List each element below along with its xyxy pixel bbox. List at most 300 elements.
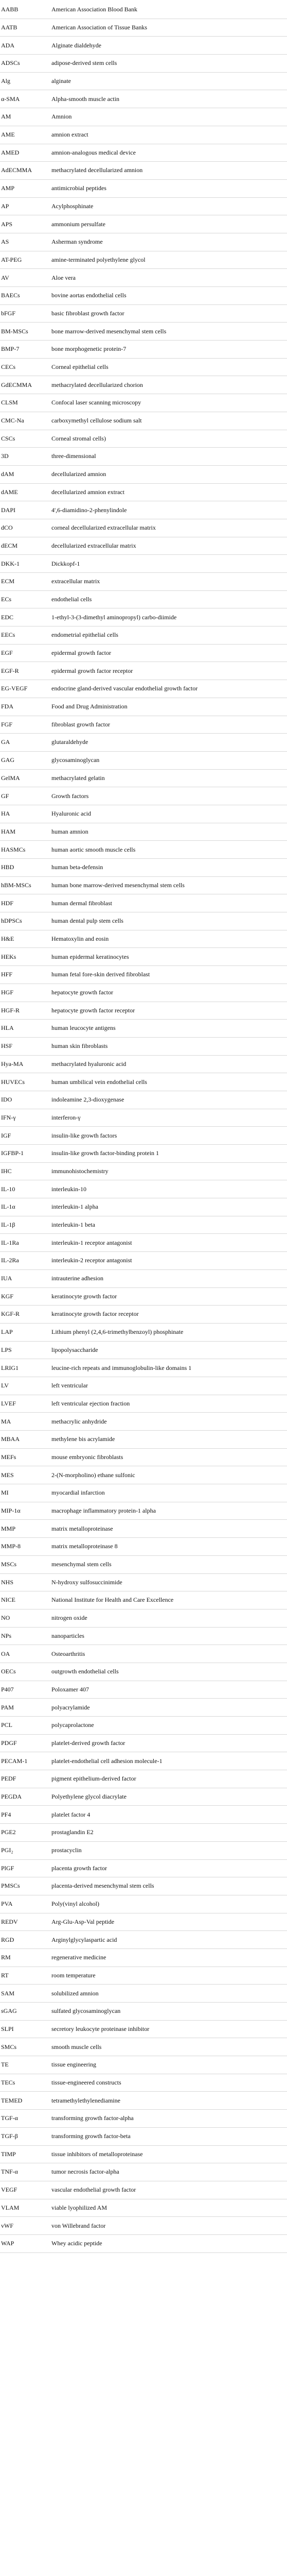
abbreviation-term: VEGF bbox=[1, 2187, 17, 2194]
abbreviation-row bbox=[0, 484, 287, 502]
abbreviation-term: AMED bbox=[1, 149, 20, 156]
abbreviation-definition: glycosaminoglycan bbox=[51, 757, 100, 764]
abbreviation-definition: carboxymethyl cellulose sodium salt bbox=[51, 417, 142, 425]
abbreviation-term: Hya-MA bbox=[1, 1060, 24, 1067]
abbreviation-row bbox=[0, 1234, 287, 1252]
abbreviation-term: TGF-α bbox=[1, 2115, 18, 2122]
abbreviation-definition: human dental pulp stem cells bbox=[51, 918, 123, 925]
abbreviation-definition: keratinocyte growth factor bbox=[51, 1293, 117, 1300]
abbreviation-definition: Dickkopf-1 bbox=[51, 560, 80, 567]
abbreviation-row bbox=[0, 1020, 287, 1038]
abbreviation-row bbox=[0, 2038, 287, 2056]
abbreviation-row bbox=[0, 180, 287, 198]
abbreviation-definition: interleukin-1 alpha bbox=[51, 1204, 98, 1211]
abbreviation-row bbox=[0, 233, 287, 251]
abbreviation-definition: regenerative medicine bbox=[51, 1954, 106, 1961]
abbreviation-row bbox=[0, 2003, 287, 2021]
abbreviation-term: ADA bbox=[1, 42, 14, 49]
abbreviation-definition: von Willebrand factor bbox=[51, 2222, 106, 2229]
abbreviation-row bbox=[0, 1717, 287, 1735]
abbreviation-definition: tissue engineering bbox=[51, 2061, 96, 2069]
abbreviation-term: VLAM bbox=[1, 2204, 20, 2211]
abbreviation-definition: decellularized extracellular matrix bbox=[51, 542, 136, 549]
abbreviation-term: HSF bbox=[1, 1043, 13, 1050]
abbreviation-term: EGF bbox=[1, 650, 13, 656]
abbreviation-term: BMP-7 bbox=[1, 346, 20, 353]
abbreviation-term: PECAM-1 bbox=[1, 1757, 28, 1765]
abbreviation-term: GF bbox=[1, 792, 9, 800]
abbreviation-row bbox=[0, 2181, 287, 2199]
abbreviation-row bbox=[0, 1056, 287, 1074]
abbreviation-definition: American Association Blood Bank bbox=[51, 6, 137, 13]
abbreviation-definition: indoleamine 2,3-dioxygenase bbox=[51, 1096, 124, 1104]
abbreviation-term: IGF bbox=[1, 1132, 11, 1139]
abbreviation-row bbox=[0, 1788, 287, 1806]
abbreviation-term: FGF bbox=[1, 721, 13, 728]
abbreviation-term: TIMP bbox=[1, 2150, 16, 2158]
abbreviation-definition: amine-terminated polyethylene glycol bbox=[51, 256, 146, 263]
abbreviation-definition: keratinocyte growth factor receptor bbox=[51, 1311, 139, 1318]
abbreviation-term: LV bbox=[1, 1382, 9, 1389]
abbreviation-definition: Poloxamer 407 bbox=[51, 1686, 89, 1693]
abbreviation-term: EDC bbox=[1, 614, 13, 621]
abbreviation-row bbox=[0, 251, 287, 269]
abbreviation-row bbox=[0, 144, 287, 162]
abbreviation-row bbox=[0, 912, 287, 930]
abbreviation-row bbox=[0, 787, 287, 805]
abbreviation-row bbox=[0, 1752, 287, 1770]
abbreviation-row bbox=[0, 1628, 287, 1646]
abbreviation-row bbox=[0, 573, 287, 591]
abbreviation-definition: hepatocyte growth factor receptor bbox=[51, 1007, 135, 1014]
abbreviation-row bbox=[0, 626, 287, 645]
abbreviation-term: NICE bbox=[1, 1597, 15, 1604]
abbreviation-term: MSCs bbox=[1, 1561, 17, 1568]
abbreviation-definition: human skin fibroblasts bbox=[51, 1043, 108, 1050]
abbreviation-definition: Hyaluronic acid bbox=[51, 810, 91, 818]
abbreviation-definition: decellularized amnion bbox=[51, 471, 106, 478]
abbreviation-definition: nitrogen oxide bbox=[51, 1615, 87, 1622]
abbreviation-term: GdECMMA bbox=[1, 381, 32, 388]
abbreviation-term: NPs bbox=[1, 1632, 12, 1639]
abbreviation-definition: N-hydroxy sulfosuccinimide bbox=[51, 1579, 122, 1586]
abbreviation-row bbox=[0, 1324, 287, 1342]
abbreviation-row bbox=[0, 1770, 287, 1788]
abbreviation-definition: Alpha-smooth muscle actin bbox=[51, 95, 119, 103]
abbreviation-row bbox=[0, 984, 287, 1002]
abbreviation-row bbox=[0, 519, 287, 537]
abbreviation-definition: Alginate dialdehyde bbox=[51, 42, 101, 49]
abbreviation-row bbox=[0, 501, 287, 519]
abbreviation-definition: endothelial cells bbox=[51, 596, 92, 603]
abbreviation-row bbox=[0, 1306, 287, 1324]
abbreviation-term: LAP bbox=[1, 1329, 13, 1336]
abbreviation-definition: bone marrow-derived mesenchymal stem cells bbox=[51, 328, 167, 335]
abbreviation-definition: human aortic smooth muscle cells bbox=[51, 846, 136, 853]
abbreviation-term: dAM bbox=[1, 471, 14, 478]
abbreviation-term: OA bbox=[1, 1650, 10, 1657]
abbreviation-definition: immunohistochemistry bbox=[51, 1167, 109, 1175]
abbreviation-term: SAM bbox=[1, 1990, 15, 1997]
abbreviation-definition: interleukin-2 receptor antagonist bbox=[51, 1257, 132, 1264]
abbreviation-definition: decellularized amnion extract bbox=[51, 488, 124, 496]
abbreviation-term: CLSM bbox=[1, 399, 18, 406]
abbreviation-term: bFGF bbox=[1, 310, 16, 317]
abbreviation-term: KGF bbox=[1, 1293, 14, 1300]
abbreviation-row bbox=[0, 1895, 287, 1913]
abbreviation-definition: tetramethylethylenediamine bbox=[51, 2097, 120, 2104]
abbreviation-term: ECs bbox=[1, 596, 12, 603]
abbreviation-row bbox=[0, 1466, 287, 1484]
abbreviation-row bbox=[0, 2056, 287, 2074]
abbreviation-row bbox=[0, 1985, 287, 2003]
abbreviation-row bbox=[0, 608, 287, 626]
abbreviation-term: AM bbox=[1, 113, 11, 121]
abbreviation-row bbox=[0, 591, 287, 609]
abbreviation-row bbox=[0, 466, 287, 484]
abbreviation-row bbox=[0, 930, 287, 948]
abbreviation-definition: tumor necrosis factor-alpha bbox=[51, 2168, 119, 2176]
abbreviation-definition: Polyethylene glycol diacrylate bbox=[51, 1793, 127, 1800]
abbreviation-definition: interleukin-1 beta bbox=[51, 1222, 95, 1228]
abbreviation-term: PVA bbox=[1, 1901, 13, 1908]
abbreviation-row bbox=[0, 1931, 287, 1949]
abbreviation-term: sGAG bbox=[1, 2008, 17, 2015]
abbreviation-term: IUA bbox=[1, 1275, 12, 1282]
abbreviation-term: HAM bbox=[1, 828, 16, 835]
abbreviation-definition: leucine-rich repeats and immunoglobulin-like domains 1 bbox=[51, 1364, 192, 1371]
abbreviation-definition: epidermal growth factor bbox=[51, 650, 111, 656]
abbreviation-term: IFN-γ bbox=[1, 1114, 16, 1121]
abbreviation-definition: smooth muscle cells bbox=[51, 2043, 102, 2050]
abbreviation-definition: tissue-engineered constructs bbox=[51, 2079, 121, 2086]
abbreviation-row bbox=[0, 2074, 287, 2092]
abbreviation-term: REDV bbox=[1, 1918, 18, 1925]
abbreviation-term: MMP bbox=[1, 1525, 16, 1532]
abbreviation-row bbox=[0, 2163, 287, 2181]
abbreviation-term: ECM bbox=[1, 578, 15, 585]
abbreviation-term: MMP-8 bbox=[1, 1543, 21, 1550]
abbreviation-definition: interleukin-10 bbox=[51, 1185, 86, 1193]
abbreviation-row bbox=[0, 716, 287, 734]
abbreviation-term: HUVECs bbox=[1, 1078, 25, 1086]
abbreviation-row bbox=[0, 1645, 287, 1663]
abbreviation-term: 3D bbox=[1, 453, 9, 460]
abbreviation-row bbox=[0, 1145, 287, 1163]
abbreviation-row bbox=[0, 430, 287, 448]
abbreviation-row bbox=[0, 1806, 287, 1824]
abbreviation-term: TNF-α bbox=[1, 2168, 18, 2176]
abbreviation-definition: basic fibroblast growth factor bbox=[51, 310, 124, 317]
abbreviation-definition: Amnion bbox=[51, 113, 72, 121]
abbreviation-row bbox=[0, 412, 287, 430]
abbreviation-term: CMC-Na bbox=[1, 417, 24, 425]
abbreviation-definition: 1-ethyl-3-(3-dimethyl aminopropyl) carbo-diimide bbox=[51, 614, 177, 621]
abbreviation-term: PEGDA bbox=[1, 1793, 22, 1800]
abbreviation-term: IDO bbox=[1, 1096, 12, 1104]
abbreviation-definition: Hematoxylin and eosin bbox=[51, 936, 109, 942]
abbreviation-row bbox=[0, 645, 287, 663]
abbreviation-definition: methylene bis acrylamide bbox=[51, 1436, 115, 1443]
abbreviation-term: AABB bbox=[1, 6, 19, 13]
abbreviation-definition: antimicrobial peptides bbox=[51, 185, 106, 192]
abbreviation-definition: human umbilical vein endothelial cells bbox=[51, 1078, 147, 1086]
abbreviation-definition: Arg-Glu-Asp-Val peptide bbox=[51, 1918, 115, 1925]
abbreviation-row bbox=[0, 734, 287, 752]
abbreviation-definition: Poly(vinyl alcohol) bbox=[51, 1901, 99, 1908]
abbreviation-row bbox=[0, 1270, 287, 1288]
abbreviation-definition: Corneal epithelial cells bbox=[51, 364, 109, 370]
abbreviation-row bbox=[0, 2128, 287, 2146]
abbreviation-row bbox=[0, 2110, 287, 2128]
abbreviation-row bbox=[0, 323, 287, 341]
abbreviation-definition: Arginylglycylaspartic acid bbox=[51, 1936, 117, 1943]
abbreviation-row bbox=[0, 1824, 287, 1842]
abbreviation-definition: hepatocyte growth factor bbox=[51, 989, 113, 996]
abbreviation-definition: left ventricular ejection fraction bbox=[51, 1400, 130, 1407]
abbreviation-row bbox=[0, 1502, 287, 1520]
abbreviation-term: AV bbox=[1, 274, 9, 281]
abbreviation-row bbox=[0, 2092, 287, 2110]
abbreviation-row bbox=[0, 537, 287, 555]
abbreviation-term: TE bbox=[1, 2061, 9, 2069]
abbreviation-row bbox=[0, 1699, 287, 1717]
abbreviation-term: AME bbox=[1, 131, 15, 139]
abbreviation-term: PDGF bbox=[1, 1739, 17, 1747]
abbreviation-row bbox=[0, 1842, 287, 1860]
abbreviation-row bbox=[0, 877, 287, 895]
abbreviation-term: RGD bbox=[1, 1936, 14, 1943]
abbreviation-row bbox=[0, 126, 287, 144]
abbreviation-row bbox=[0, 770, 287, 788]
abbreviation-term: RM bbox=[1, 1954, 11, 1961]
abbreviation-definition: Confocal laser scanning microscopy bbox=[51, 399, 141, 406]
abbreviation-definition: viable lyophilized AM bbox=[51, 2204, 107, 2211]
abbreviation-row bbox=[0, 55, 287, 73]
abbreviation-term: RT bbox=[1, 1972, 9, 1979]
abbreviation-row bbox=[0, 448, 287, 466]
abbreviation-row bbox=[0, 894, 287, 912]
abbreviation-definition: polyacrylamide bbox=[51, 1704, 90, 1711]
abbreviation-row bbox=[0, 2217, 287, 2235]
abbreviation-term: WAP bbox=[1, 2240, 14, 2247]
abbreviation-row bbox=[0, 1038, 287, 1056]
abbreviation-row bbox=[0, 1591, 287, 1609]
abbreviation-row bbox=[0, 269, 287, 287]
abbreviation-row bbox=[0, 966, 287, 984]
abbreviation-term: PCL bbox=[1, 1722, 13, 1729]
abbreviation-definition: interleukin-1 receptor antagonist bbox=[51, 1239, 132, 1246]
abbreviation-definition: human beta-defensin bbox=[51, 864, 103, 871]
abbreviation-term: hBM-MSCs bbox=[1, 882, 31, 889]
abbreviation-term: MIP-1α bbox=[1, 1507, 21, 1514]
abbreviation-row bbox=[0, 2235, 287, 2253]
abbreviation-term: MEFs bbox=[1, 1453, 16, 1461]
abbreviation-row bbox=[0, 1377, 287, 1395]
abbreviation-row bbox=[0, 341, 287, 359]
abbreviation-definition: alginate bbox=[51, 78, 71, 84]
abbreviation-row bbox=[0, 359, 287, 377]
abbreviation-definition: nanoparticles bbox=[51, 1632, 84, 1639]
abbreviation-definition: National Institute for Health and Care Excellence bbox=[51, 1597, 174, 1604]
abbreviation-definition: matrix metalloproteinase 8 bbox=[51, 1543, 118, 1550]
abbreviation-term: DKK-1 bbox=[1, 560, 20, 567]
abbreviation-definition: room temperature bbox=[51, 1972, 96, 1979]
abbreviation-row bbox=[0, 1127, 287, 1145]
abbreviation-term: KGF-R bbox=[1, 1311, 20, 1318]
abbreviation-definition: lipopolysaccharide bbox=[51, 1346, 98, 1353]
abbreviation-definition: human epidermal keratinocytes bbox=[51, 953, 129, 960]
abbreviation-term: vWF bbox=[1, 2222, 13, 2229]
abbreviation-term: BM-MSCs bbox=[1, 328, 28, 335]
abbreviation-row bbox=[0, 162, 287, 180]
abbreviation-term: HA bbox=[1, 810, 10, 818]
abbreviation-definition: outgrowth endothelial cells bbox=[51, 1668, 119, 1675]
abbreviation-definition: transforming growth factor-alpha bbox=[51, 2115, 134, 2122]
abbreviation-term: FDA bbox=[1, 703, 14, 710]
abbreviation-row bbox=[0, 1395, 287, 1413]
abbreviation-row bbox=[0, 1663, 287, 1681]
abbreviation-term: PlGF bbox=[1, 1865, 14, 1872]
abbreviation-row bbox=[0, 1413, 287, 1431]
abbreviation-row bbox=[0, 19, 287, 37]
abbreviation-row bbox=[0, 73, 287, 91]
abbreviation-definition: pigment epithelium-derived factor bbox=[51, 1775, 136, 1783]
abbreviation-term: CSCs bbox=[1, 435, 15, 442]
abbreviation-row bbox=[0, 1091, 287, 1109]
abbreviation-definition: Lithium phenyl (2,4,6-trimethylbenzoyl) phosphinate bbox=[51, 1329, 184, 1336]
abbreviation-row bbox=[0, 2199, 287, 2217]
abbreviation-definition: interferon-γ bbox=[51, 1114, 81, 1121]
abbreviation-term: PEDF bbox=[1, 1775, 16, 1783]
abbreviation-row bbox=[0, 1609, 287, 1628]
abbreviation-term: Alg bbox=[1, 78, 10, 84]
abbreviation-row bbox=[0, 1913, 287, 1931]
abbreviation-definition: human bone marrow-derived mesenchymal stem cells bbox=[51, 882, 185, 889]
abbreviation-row bbox=[0, 948, 287, 966]
abbreviation-term: APS bbox=[1, 221, 13, 228]
abbreviation-definition: epidermal growth factor receptor bbox=[51, 667, 133, 674]
abbreviation-row bbox=[0, 1198, 287, 1216]
abbreviation-term: AS bbox=[1, 239, 9, 246]
abbreviation-definition: fibroblast growth factor bbox=[51, 721, 110, 728]
abbreviation-definition: intrauterine adhesion bbox=[51, 1275, 103, 1282]
abbreviation-term: AMP bbox=[1, 185, 15, 192]
abbreviation-term: PGI₂ bbox=[1, 1847, 13, 1854]
abbreviation-definition: polycaprolactone bbox=[51, 1722, 94, 1729]
abbreviation-row bbox=[0, 1574, 287, 1592]
abbreviation-definition: human dermal fibroblast bbox=[51, 900, 112, 907]
abbreviation-row bbox=[0, 1860, 287, 1878]
abbreviation-definition: Food and Drug Administration bbox=[51, 703, 128, 710]
abbreviation-definition: human amnion bbox=[51, 828, 88, 835]
abbreviation-row bbox=[0, 1163, 287, 1181]
abbreviation-definition: methacrylated hyaluronic acid bbox=[51, 1060, 127, 1067]
abbreviation-term: OECs bbox=[1, 1668, 16, 1675]
abbreviation-row bbox=[0, 1556, 287, 1574]
abbreviation-row bbox=[0, 1520, 287, 1538]
abbreviation-term: P407 bbox=[1, 1686, 14, 1693]
abbreviation-definition: methacrylic anhydride bbox=[51, 1418, 107, 1425]
abbreviation-row bbox=[0, 1002, 287, 1020]
abbreviation-term: HLA bbox=[1, 1025, 14, 1032]
abbreviation-definition: methacrylated decellularized chorion bbox=[51, 381, 143, 388]
abbreviation-term: TGF-β bbox=[1, 2133, 18, 2140]
abbreviation-term: HGF-R bbox=[1, 1007, 20, 1014]
abbreviation-row bbox=[0, 1342, 287, 1360]
abbreviation-definition: platelet-endothelial cell adhesion molecule-1 bbox=[51, 1757, 163, 1765]
abbreviation-definition: platelet factor 4 bbox=[51, 1811, 91, 1818]
abbreviation-term: GA bbox=[1, 739, 10, 746]
abbreviation-definition: placenta growth factor bbox=[51, 1865, 107, 1872]
abbreviation-row bbox=[0, 198, 287, 216]
abbreviation-term: PMSCs bbox=[1, 1883, 20, 1890]
abbreviation-term: AdECMMA bbox=[1, 167, 32, 174]
abbreviation-term: IL-1Ra bbox=[1, 1239, 19, 1246]
abbreviation-definition: endocrine gland-derived vascular endothelial growth factor bbox=[51, 685, 198, 692]
abbreviation-definition: endometrial epithelial cells bbox=[51, 632, 118, 639]
abbreviation-definition: myocardial infarction bbox=[51, 1489, 105, 1497]
abbreviation-definition: Aloe vera bbox=[51, 274, 76, 281]
abbreviation-term: HEKs bbox=[1, 953, 16, 960]
abbreviation-definition: corneal decellularized extracellular matrix bbox=[51, 524, 156, 532]
abbreviation-row bbox=[0, 1484, 287, 1502]
abbreviation-row bbox=[0, 1180, 287, 1198]
abbreviation-term: dCO bbox=[1, 524, 13, 532]
abbreviation-row bbox=[0, 1735, 287, 1753]
abbreviation-definition: Osteoarthritis bbox=[51, 1650, 85, 1657]
abbreviation-definition: Whey acidic peptide bbox=[51, 2240, 102, 2247]
abbreviation-term: AATB bbox=[1, 24, 17, 31]
abbreviation-row bbox=[0, 1949, 287, 1967]
abbreviation-row bbox=[0, 1, 287, 19]
abbreviation-definition: Asherman syndrome bbox=[51, 239, 103, 246]
abbreviation-term: SLPI bbox=[1, 2025, 14, 2032]
abbreviation-definition: Growth factors bbox=[51, 792, 89, 800]
abbreviation-row bbox=[0, 215, 287, 233]
abbreviation-term: NHS bbox=[1, 1579, 14, 1586]
abbreviation-row bbox=[0, 1359, 287, 1377]
abbreviation-definition: bovine aortas endothelial cells bbox=[51, 292, 127, 299]
abbreviation-term: AT-PEG bbox=[1, 256, 22, 263]
abbreviation-term: EGF-R bbox=[1, 667, 19, 674]
abbreviation-row bbox=[0, 698, 287, 716]
abbreviation-definition: Corneal stromal cells) bbox=[51, 435, 106, 442]
abbreviation-row bbox=[0, 394, 287, 412]
abbreviation-term: MBAA bbox=[1, 1436, 20, 1443]
abbreviation-definition: prostaglandin E2 bbox=[51, 1829, 94, 1836]
abbreviation-row bbox=[0, 1288, 287, 1306]
abbreviation-definition: mouse embryonic fibroblasts bbox=[51, 1453, 123, 1461]
abbreviation-definition: solubilized amnion bbox=[51, 1990, 99, 1997]
abbreviation-definition: insulin-like growth factors bbox=[51, 1132, 117, 1139]
abbreviation-definition: amnion extract bbox=[51, 131, 88, 139]
abbreviation-term: IGFBP-1 bbox=[1, 1150, 24, 1157]
abbreviation-definition: methacrylated gelatin bbox=[51, 774, 105, 782]
abbreviation-row bbox=[0, 108, 287, 126]
abbreviation-term: NO bbox=[1, 1615, 10, 1622]
abbreviation-definition: platelet-derived growth factor bbox=[51, 1739, 125, 1747]
abbreviation-row bbox=[0, 1216, 287, 1234]
abbreviation-definition: transforming growth factor-beta bbox=[51, 2133, 131, 2140]
abbreviation-definition: Acylphosphinate bbox=[51, 202, 94, 210]
abbreviation-term: ADSCs bbox=[1, 60, 20, 67]
abbreviation-row bbox=[0, 1681, 287, 1699]
abbreviation-term: HGF bbox=[1, 989, 14, 996]
abbreviation-row bbox=[0, 1252, 287, 1270]
abbreviation-definition: American Association of Tissue Banks bbox=[51, 24, 147, 31]
abbreviation-row bbox=[0, 37, 287, 55]
